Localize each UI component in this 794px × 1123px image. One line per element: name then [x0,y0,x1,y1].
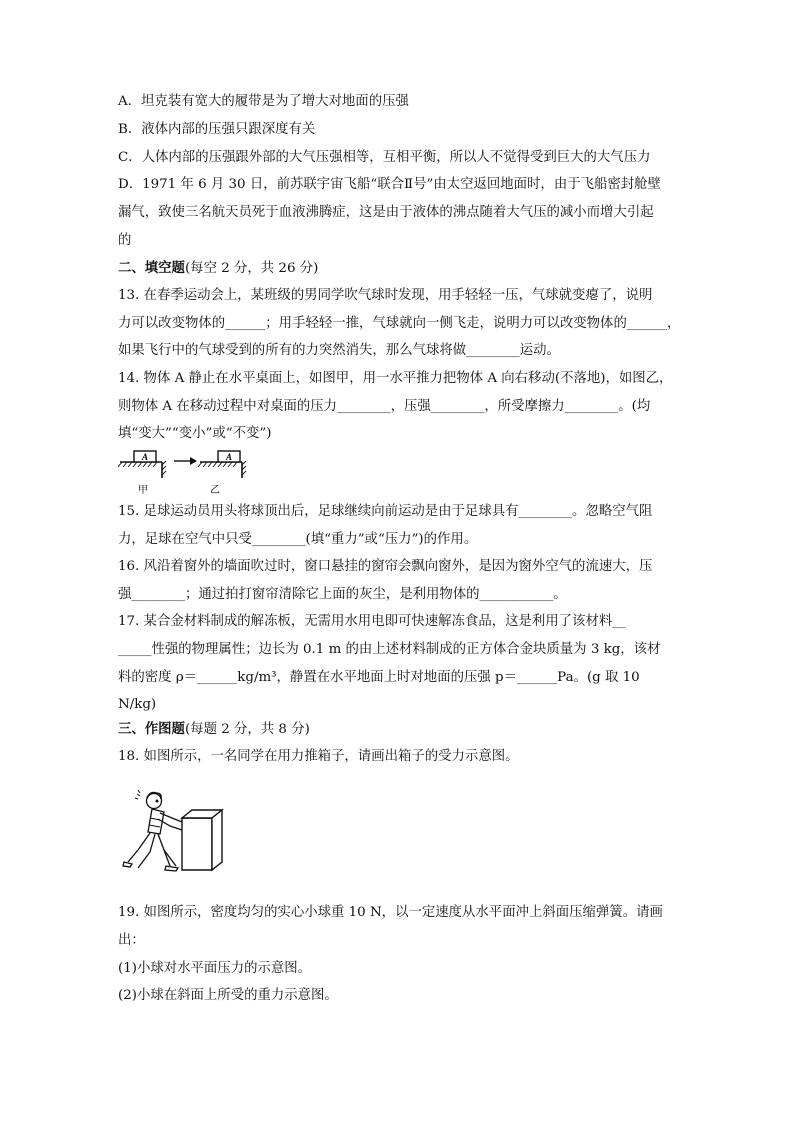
label-yi: 乙 [210,485,220,496]
q14-line2: 则物体 A 在移动过程中对桌面的压力________，压强________，所受摩擦力________。(均 [118,399,651,414]
section3-score: (每题 2 分，共 8 分) [184,722,310,737]
q18-figure-student-pushing-box [120,788,230,874]
table-right [198,461,246,478]
q17-line1: 17. 某合金材料制成的解冻板，无需用水用电即可快速解冻食品，这是利用了该材料__ [118,614,626,629]
q17-line4: N/kg) [118,697,157,712]
option-c: C．人体内部的压强跟外部的大气压强相等，互相平衡，所以人不觉得受到巨大的大气压力 [118,150,651,165]
q13-line1: 13. 在春季运动会上，某班级的男同学吹气球时发现，用手轻轻一压，气球就变瘪了，说明 [118,288,653,303]
section2-heading-line [118,258,318,279]
option-a: A．坦克装有宽大的履带是为了增大对地面的压强 [118,94,409,109]
q19-line1: 19. 如图所示，密度均匀的实心小球重 10 N，以一定速度从水平面冲上斜面压缩弹簧。请画 [118,905,663,920]
q18-line1: 18. 如图所示，一名同学在用力推箱子，请画出箱子的受力示意图。 [118,749,519,764]
option-b: B．液体内部的压强只跟深度有关 [118,122,316,137]
q14-line3: 填“变大”“变小”或“不变”) [118,426,272,441]
q17-line3: 料的密度 ρ＝______kg/m³，静置在水平地面上时对地面的压强 p＝______Pa。(g 取 10 [118,670,640,685]
student-illustration [123,790,182,871]
section3-heading: 三、作图题 [118,721,185,737]
option-d-line1: D．1971 年 6 月 30 日，前苏联宇宙飞船“联合Ⅱ号”由太空返回地面时，由于飞船密封舱壁 [118,177,661,192]
q19-line2: 出： [118,933,145,948]
table-left [118,461,166,478]
section2-score: (每空 2 分，共 26 分) [184,261,319,276]
q13-line2: 力可以改变物体的______；用手轻轻一推，气球就向一侧飞走，说明力可以改变物体的______， [118,316,681,331]
q16-line1: 16. 风沿着窗外的墙面吹过时，窗口悬挂的窗帘会飘向窗外，是因为窗外空气的流速大，压 [118,559,653,574]
q13-line3: 如果飞行中的气球受到的所有的力突然消失，那么气球将做________运动。 [118,343,560,358]
right-arrow-icon [174,457,197,465]
label-jia: 甲 [138,485,148,496]
option-d-line3: 的 [118,233,132,248]
q19-line3: (1)小球对水平面压力的示意图。 [118,961,312,976]
block-a-right-label: A [226,452,233,462]
box-illustration [182,810,222,870]
q15-line2: 力，足球在空气中只受________(填“重力”或“压力”)的作用。 [118,532,478,547]
section3-heading-line [118,719,310,740]
q14-line1: 14. 物体 A 静止在水平桌面上，如图甲，用一水平推力把物体 A 向右移动(不落地)，如图乙， [118,371,673,386]
q16-line2: 强________；通过拍打窗帘清除它上面的灰尘，是利用物体的___________。 [118,587,567,602]
block-a-left-label: A [142,452,149,462]
q17-line2: _____性强的物理属性；边长为 0.1 m 的由上述材料制成的正方体合金块质量为 3 kg，该材 [118,642,661,657]
q19-line4: (2)小球在斜面上所受的重力示意图。 [118,988,338,1003]
option-d-line2: 漏气，致使三名航天员死于血液沸腾症，这是由于液体的沸点随着大气压的减小而增大引起 [118,205,654,220]
q15-line1: 15. 足球运动员用头将球顶出后，足球继续向前运动是由于足球具有________。忽略空气阻 [118,504,653,519]
section2-heading: 二、填空题 [118,260,185,276]
q14-figure [118,448,248,496]
